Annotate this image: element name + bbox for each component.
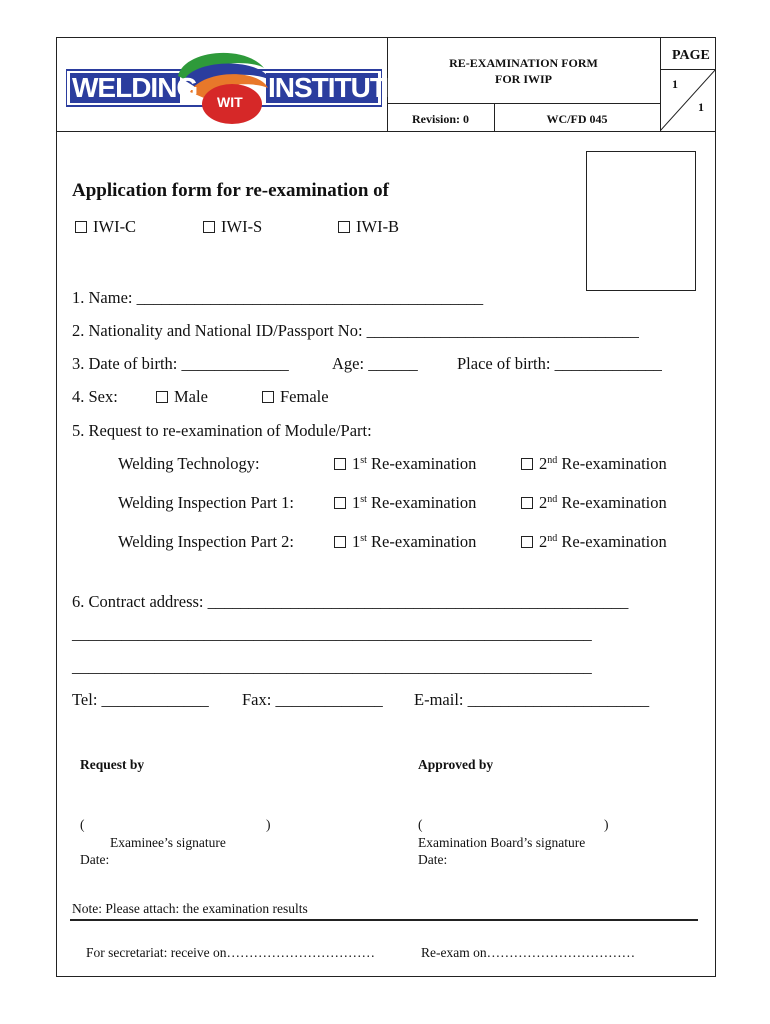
board-date-label: Date: xyxy=(418,852,448,867)
option-female[interactable] xyxy=(262,387,329,407)
revision-label: Revision: 0 xyxy=(412,112,469,126)
attachment-note: Note: Please attach: the examination results xyxy=(72,901,308,916)
checkbox-iwi-b[interactable] xyxy=(338,221,350,233)
option-male-label: Male xyxy=(174,387,208,406)
board-signature-close: ) xyxy=(604,817,609,832)
secretariat-receive: For secretariat: receive on…………………………… xyxy=(86,945,376,960)
option-iwi-s[interactable] xyxy=(203,217,262,237)
option-text: Re-examination xyxy=(371,454,477,473)
option-text: Re-examination xyxy=(371,493,477,512)
module-3-second-option[interactable] xyxy=(521,532,667,552)
ordinal-number: 2 xyxy=(539,493,548,512)
page-label: PAGE xyxy=(672,48,710,63)
form-title-line2: FOR IWIP xyxy=(495,72,552,86)
checkbox-module-2-second[interactable] xyxy=(521,497,533,509)
approved-by-label: Approved by xyxy=(418,757,494,772)
logo-badge: WIT xyxy=(217,94,243,110)
header-bottom-line xyxy=(56,131,716,132)
form-heading: Application form for re-examination of xyxy=(72,180,389,201)
checkbox-female[interactable] xyxy=(262,391,274,403)
ordinal-suffix: st xyxy=(360,533,367,544)
logo-text-welding: WELDING xyxy=(72,72,198,103)
note-divider xyxy=(70,919,698,921)
module-label-inspection-part1: Welding Inspection Part 1: xyxy=(118,493,295,512)
revision-top-line xyxy=(387,103,660,104)
address-field-line2[interactable]: _______________________________________________________________ xyxy=(72,624,592,643)
option-text: Re-examination xyxy=(561,532,667,551)
option-iwi-s-label: IWI-S xyxy=(221,217,263,236)
logo-text-institute: INSTITUTE xyxy=(268,72,404,103)
option-text: Re-examination xyxy=(561,454,667,473)
option-female-label: Female xyxy=(280,387,329,406)
photo-box[interactable] xyxy=(586,151,696,291)
module-1-first-option[interactable] xyxy=(334,454,476,474)
nationality-field[interactable]: 2. Nationality and National ID/Passport No: _________________________________ xyxy=(72,321,639,340)
ordinal-number: 1 xyxy=(352,454,361,473)
tel-field[interactable]: Tel: _____________ xyxy=(72,690,209,709)
ordinal-suffix: nd xyxy=(547,494,558,505)
option-iwi-c[interactable] xyxy=(75,217,136,237)
module-1-second-option[interactable] xyxy=(521,454,667,474)
page-diagonal xyxy=(660,69,716,131)
module-3-first-option[interactable] xyxy=(334,532,476,552)
ordinal-suffix: nd xyxy=(547,455,558,466)
ordinal-suffix: st xyxy=(360,455,367,466)
examinee-signature-close: ) xyxy=(266,817,271,832)
request-by-label: Request by xyxy=(80,757,145,772)
module-2-second-option[interactable] xyxy=(521,493,667,513)
examinee-signature-open: ( xyxy=(80,817,85,832)
checkbox-iwi-s[interactable] xyxy=(203,221,215,233)
page-current: 1 xyxy=(672,77,678,91)
fax-field[interactable]: Fax: _____________ xyxy=(242,690,383,709)
dob-field[interactable]: 3. Date of birth: _____________ xyxy=(72,354,289,373)
module-label-welding-technology: Welding Technology: xyxy=(118,454,260,473)
checkbox-module-1-first[interactable] xyxy=(334,458,346,470)
ordinal-number: 2 xyxy=(539,454,548,473)
address-field-line3[interactable]: _______________________________________________________________ xyxy=(72,657,592,676)
institute-logo xyxy=(66,46,404,124)
module-label-inspection-part2: Welding Inspection Part 2: xyxy=(118,532,295,551)
board-signature-label: Examination Board’s signature xyxy=(418,835,586,850)
option-iwi-b[interactable] xyxy=(338,217,399,237)
pob-field[interactable]: Place of birth: _____________ xyxy=(457,354,662,373)
checkbox-module-3-first[interactable] xyxy=(334,536,346,548)
request-label: 5. Request to re-examination of Module/Part: xyxy=(72,421,372,440)
ordinal-number: 2 xyxy=(539,532,548,551)
option-iwi-c-label: IWI-C xyxy=(93,217,137,236)
checkbox-module-1-second[interactable] xyxy=(521,458,533,470)
page-total: 1 xyxy=(698,100,704,114)
examinee-date-label: Date: xyxy=(80,852,110,867)
checkbox-male[interactable] xyxy=(156,391,168,403)
sex-label: 4. Sex: xyxy=(72,387,118,406)
board-signature-open: ( xyxy=(418,817,423,832)
age-field[interactable]: Age: ______ xyxy=(332,354,418,373)
ordinal-suffix: st xyxy=(360,494,367,505)
checkbox-module-3-second[interactable] xyxy=(521,536,533,548)
address-field-line1[interactable]: 6. Contract address: ___________________________________________________ xyxy=(72,592,629,611)
secretariat-reexam: Re-exam on…………………………… xyxy=(421,945,636,960)
email-field[interactable]: E-mail: ______________________ xyxy=(414,690,650,709)
checkbox-module-2-first[interactable] xyxy=(334,497,346,509)
form-code: WC/FD 045 xyxy=(546,112,608,126)
checkbox-iwi-c[interactable] xyxy=(75,221,87,233)
name-field[interactable]: 1. Name: __________________________________________ xyxy=(72,288,484,307)
option-text: Re-examination xyxy=(561,493,667,512)
option-text: Re-examination xyxy=(371,532,477,551)
ordinal-suffix: nd xyxy=(547,533,558,544)
module-2-first-option[interactable] xyxy=(334,493,476,513)
ordinal-number: 1 xyxy=(352,493,361,512)
form-title-line1: RE-EXAMINATION FORM xyxy=(449,56,598,70)
examinee-signature-label: Examinee’s signature xyxy=(110,835,226,850)
option-male[interactable] xyxy=(156,387,208,407)
option-iwi-b-label: IWI-B xyxy=(356,217,400,236)
ordinal-number: 1 xyxy=(352,532,361,551)
